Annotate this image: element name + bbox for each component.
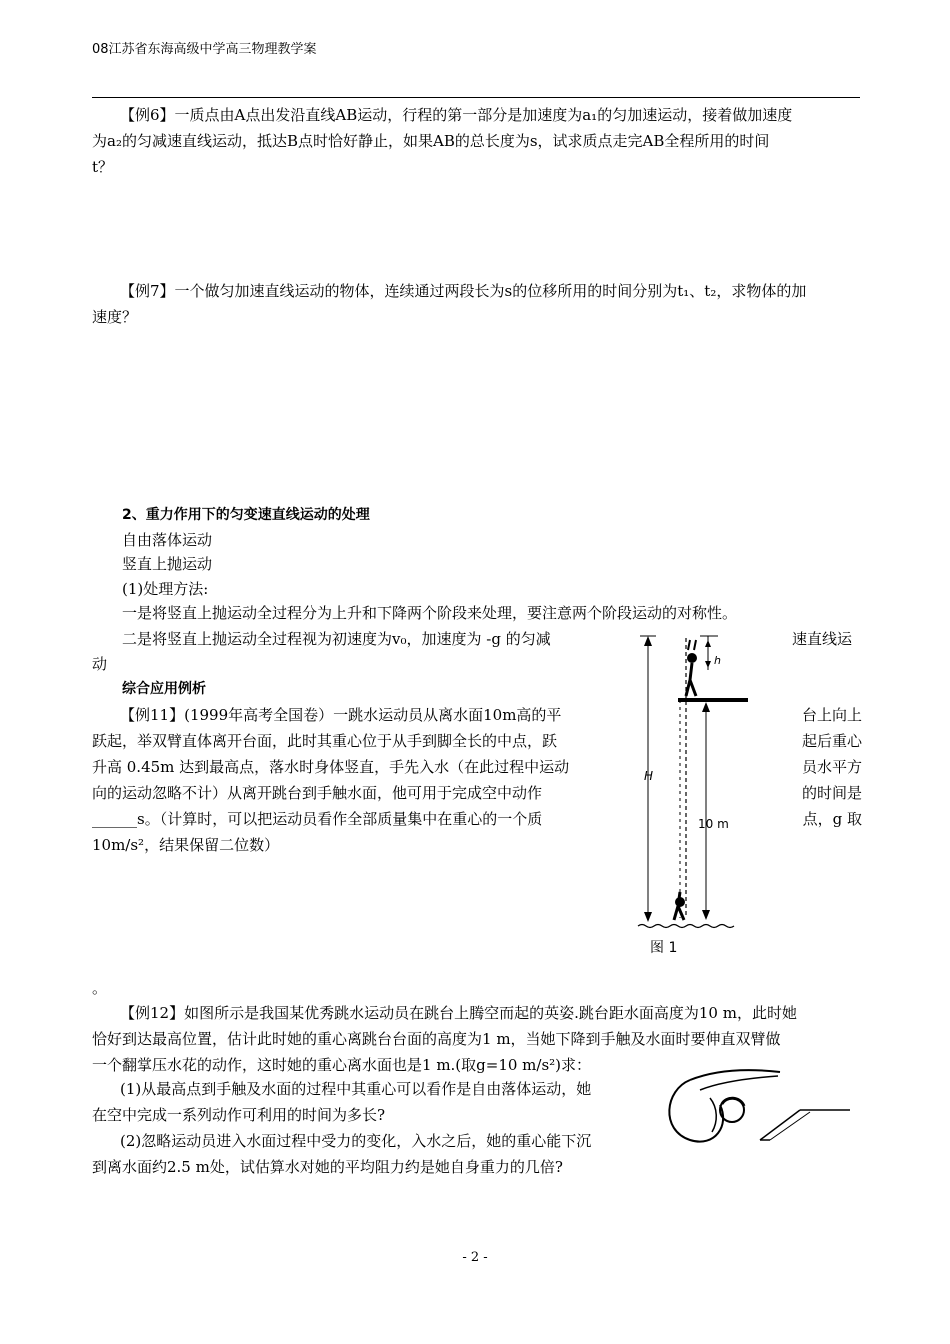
free-fall-item: 自由落体运动: [122, 531, 213, 549]
example-11-line-4: 向的运动忽略不计）从离开跳台到手触水面，他可用于完成空中动作: [92, 784, 543, 802]
diver-sketch-figure: [660, 1060, 860, 1160]
example-6-line-2: 为a₂的匀减速直线运动，抵达B点时恰好静止，如果AB的总长度为s，试求质点走完AB全程所用的时间: [92, 132, 770, 150]
example-11-line-5: ______s。（计算时，可以把运动员看作全部质量集中在重心的一个质: [92, 810, 543, 828]
question-1-line-2: 在空中完成一系列动作可利用的时间为多长?: [92, 1106, 386, 1124]
example-11-line-2: 跃起，举双臂直体离开台面，此时其重心位于从手到脚全长的中点，跃: [92, 732, 558, 750]
diver-bottom-icon: [674, 892, 685, 920]
example-6: [92, 102, 862, 180]
example-11-line-1: 【例11】(1999年高考全国卷）一跳水运动员从离水面10m高的平: [120, 706, 562, 724]
h-small-label: h: [714, 654, 721, 667]
example-11-line-6: 10m/s²，结果保留二位数）: [92, 836, 280, 854]
page-header: 08江苏省东海高级中学高三物理教学案: [92, 42, 317, 57]
example-6-line-3: t？: [92, 158, 114, 176]
example-6-tag: 【例6】: [120, 106, 175, 124]
example-11-right-2: 起后重心: [801, 732, 862, 750]
section-2-title: 2、重力作用下的匀变速直线运动的处理: [122, 507, 370, 523]
example-11-trailing: 。: [92, 979, 108, 997]
example-11-right-3: 员水平方: [801, 758, 862, 776]
method-title: (1)处理方法:: [122, 580, 209, 598]
example-11-right: [788, 702, 862, 832]
example-11-line-3: 升高 0.45m 达到最高点，落水时身体竖直，手先入水（在此过程中运动: [92, 758, 570, 776]
example-11-right-1: 台上向上: [801, 706, 862, 724]
example-7-line-1: 一个做匀加速直线运动的物体，连续通过两段长为s的位移所用的时间分别为t₁、t₂，求物体的加: [174, 282, 807, 300]
example-7-tag: 【例7】: [120, 282, 175, 300]
method-1: 一是将竖直上抛运动全过程分为上升和下降两个阶段来处理，要注意两个阶段运动的对称性。: [122, 604, 738, 622]
example-11-right-4: 的时间是: [801, 784, 862, 802]
h-total-arrow-top: [644, 636, 652, 646]
h-total-arrow-bottom: [644, 912, 652, 922]
method-2-right: 速直线运: [792, 630, 853, 648]
question-2-line-2: 到离水面约2.5 m处，试估算水对她的平均阻力约是她自身重力的几倍?: [92, 1158, 563, 1176]
example-7-line-2: 速度？: [92, 308, 138, 326]
ten-meter-label: 10 m: [698, 817, 729, 831]
figure-1-caption: 图 1: [650, 940, 678, 956]
example-12-line-2: 恰好到达最高位置，估计此时她的重心离跳台台面的高度为1 m，当她下降到手触及水面时要伸直双臂做: [92, 1030, 781, 1048]
vertical-throw-item: 竖直上抛运动: [122, 555, 213, 573]
diving-diagram-figure: [600, 630, 780, 965]
h-total-label: H: [644, 769, 654, 783]
question-2-line-1: (2)忽略运动员进入水面过程中受力的变化，入水之后，她的重心能下沉: [120, 1132, 592, 1150]
example-12-line-3: 一个翻掌压水花的动作，这时她的重心离水面也是1 m.(取g=10 m/s²)求：: [92, 1056, 592, 1074]
example-7: [92, 278, 862, 330]
example-11-left: [92, 702, 612, 858]
example-12-line-1: 【例12】如图所示是我国某优秀跳水运动员在跳台上腾空而起的英姿.跳台距水面高度为10 m，此时她: [120, 1004, 797, 1022]
example-6-line-1: 一质点由A点出发沿直线AB运动，行程的第一部分是加速度为a₁的匀加速运动，接着做加速度: [174, 106, 793, 124]
example-12-questions: [92, 1076, 652, 1180]
page-number: - 2 -: [462, 1250, 488, 1265]
method-2-end: 动: [92, 655, 108, 673]
diving-platform: [678, 698, 748, 702]
method-2-left: 二是将竖直上抛运动全过程视为初速度为v₀，加速度为 -g 的匀减: [122, 630, 551, 648]
example-11-right-5: 点，g 取: [802, 810, 862, 828]
header-rule: [92, 97, 860, 98]
analysis-title: 综合应用例析: [122, 681, 206, 697]
question-1-line-1: (1)从最高点到手触及水面的过程中其重心可以看作是自由落体运动，她: [120, 1080, 592, 1098]
water-surface: [638, 925, 734, 928]
diver-top-icon: [686, 640, 697, 696]
